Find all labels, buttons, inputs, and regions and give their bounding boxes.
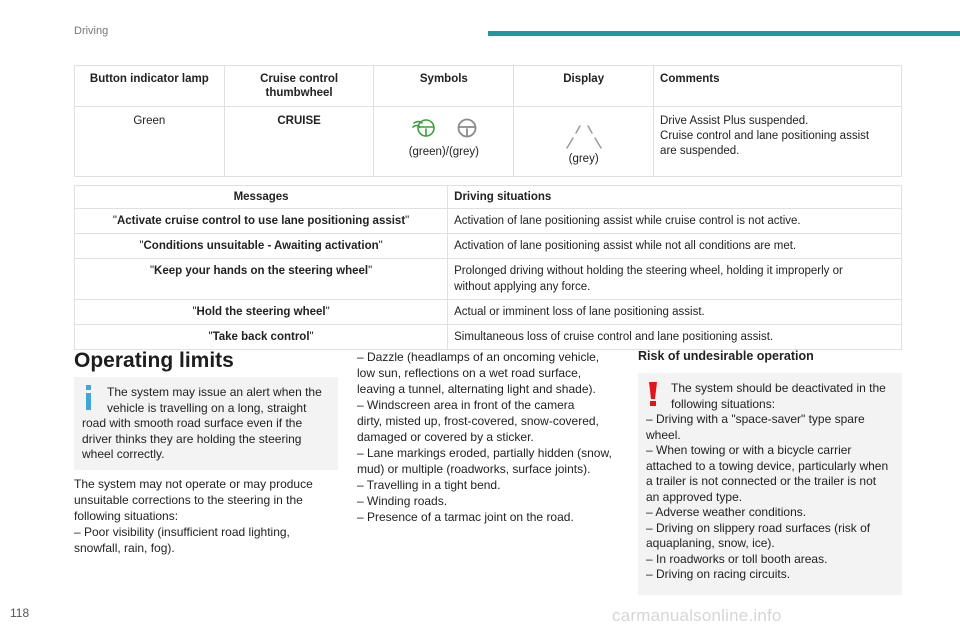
situation-cell — [448, 325, 902, 350]
comment-line: are suspended. — [660, 145, 740, 157]
header-messages: Messages — [75, 186, 448, 209]
operating-intro-paragraph — [74, 476, 344, 556]
message-text: Activate cruise control to use lane positioning assist — [116, 215, 406, 227]
paragraph-line: – Lane markings eroded, partially hidden (snow, — [357, 446, 612, 460]
situation-cell — [448, 209, 902, 234]
message-cell: "Keep your hands on the steering wheel" — [75, 259, 448, 300]
header-driving-situations: Driving situations — [448, 186, 902, 209]
situation-line: Actual or imminent loss of lane positioning assist. — [454, 306, 705, 318]
warning-text-line: following situations: — [671, 396, 776, 411]
operating-limits-heading: Operating limits — [74, 349, 234, 372]
warning-text-line: – Driving with a "space-saver" type spare — [646, 412, 865, 426]
warning-text-line: attached to a towing device, particularly when — [646, 458, 889, 473]
table-row — [75, 325, 902, 350]
steering-hands-icon — [410, 117, 438, 139]
info-note-box — [74, 377, 338, 470]
situation-cell — [448, 259, 902, 300]
situation-cell — [448, 234, 902, 259]
message-text: Take back control — [212, 331, 310, 343]
warning-text-line: – Driving on racing circuits. — [646, 567, 791, 581]
info-text-line: road with smooth road surface even if the — [82, 416, 303, 430]
warning-note-box — [638, 373, 902, 595]
warning-text-line: an approved type. — [646, 489, 743, 504]
operating-conditions-paragraph — [357, 349, 627, 525]
paragraph-line: – Presence of a tarmac joint on the road. — [357, 510, 574, 524]
message-cell: "Take back control" — [75, 325, 448, 350]
paragraph-line: – Travelling in a tight bend. — [357, 478, 501, 492]
warning-text-line: – In roadworks or toll booth areas. — [646, 551, 828, 566]
risk-heading: Risk of undesirable operation — [638, 349, 814, 363]
table-header-row — [75, 186, 902, 209]
header-cruise-thumbwheel-label: Cruise control thumbwheel — [260, 73, 339, 99]
warning-text-line: aquaplaning, snow, ice). — [646, 536, 775, 550]
watermark[interactable]: carmanualsonline.info — [612, 606, 782, 625]
paragraph-line: unsuitable corrections to the steering in the — [74, 493, 303, 507]
display-caption: (grey) — [568, 153, 599, 165]
page-number: 118 — [10, 606, 30, 620]
paragraph-line: following situations: — [74, 509, 179, 523]
message-cell: "Activate cruise control to use lane positioning assist" — [75, 209, 448, 234]
info-text-line: The system may issue an alert when the — [107, 385, 322, 399]
comment-line: Drive Assist Plus suspended. — [660, 115, 809, 127]
warning-exclamation-icon — [646, 381, 660, 407]
paragraph-line: – Windscreen area in front of the camera — [357, 398, 575, 412]
display-cell — [514, 107, 654, 177]
warning-text-line: wheel. — [646, 427, 681, 442]
table-header-row — [75, 66, 902, 107]
table-row — [75, 300, 902, 325]
header-comments: Comments — [654, 66, 902, 107]
header-accent-bar — [488, 31, 960, 36]
message-cell: "Hold the steering wheel" — [75, 300, 448, 325]
message-cell: "Conditions unsuitable - Awaiting activation" — [75, 234, 448, 259]
message-text: Conditions unsuitable - Awaiting activation — [143, 240, 379, 252]
comments-cell — [654, 107, 902, 177]
table-row — [75, 209, 902, 234]
situation-line: without applying any force. — [454, 281, 591, 293]
paragraph-line: mud) or multiple (roadworks, surface joints). — [357, 462, 591, 476]
warning-text-line: a trailer is not connected or the trailer is not — [646, 474, 877, 488]
info-text-line: wheel correctly. — [82, 447, 165, 461]
paragraph-line: – Poor visibility (insufficient road lighting, — [74, 525, 290, 539]
steering-wheel-icon — [456, 117, 478, 139]
info-text-line: vehicle is travelling on a long, straight — [107, 400, 307, 415]
paragraph-line: – Dazzle (headlamps of an oncoming vehicle, — [357, 350, 600, 364]
info-icon — [82, 385, 96, 411]
warning-text-line: – When towing or with a bicycle carrier — [646, 443, 852, 457]
table-row — [75, 259, 902, 300]
lamp-cell: Green — [75, 107, 225, 177]
section-label: Driving — [74, 25, 109, 37]
paragraph-line: – Winding roads. — [357, 494, 448, 508]
message-text: Hold the steering wheel — [196, 306, 326, 318]
header-cruise-thumbwheel — [224, 66, 374, 107]
header-display: Display — [514, 66, 654, 107]
paragraph-line: dirty, misted up, frost-covered, snow-covered, — [357, 414, 599, 428]
cruise-control-table — [74, 65, 902, 177]
symbols-cell — [374, 107, 514, 177]
situation-cell — [448, 300, 902, 325]
header-button-indicator: Button indicator lamp — [75, 66, 225, 107]
situation-line: Activation of lane positioning assist while cruise control is not active. — [454, 215, 801, 227]
symbols-caption: (green)/(grey) — [408, 146, 479, 158]
paragraph-line: damaged or covered by a sticker. — [357, 430, 534, 444]
header-symbols: Symbols — [374, 66, 514, 107]
table-row — [75, 234, 902, 259]
situation-line: Activation of lane positioning assist while not all conditions are met. — [454, 240, 797, 252]
situation-line: Prolonged driving without holding the steering wheel, holding it improperly or — [454, 265, 843, 277]
warning-text-line: – Adverse weather conditions. — [646, 505, 807, 519]
paragraph-line: snowfall, rain, fog). — [74, 541, 175, 555]
info-text-line: driver thinks they are holding the steering — [82, 431, 302, 446]
message-text: Keep your hands on the steering wheel — [154, 265, 369, 277]
situation-line: Simultaneous loss of cruise control and lane positioning assist. — [454, 331, 774, 343]
table-row — [75, 107, 902, 177]
messages-table — [74, 185, 902, 350]
thumbwheel-cell: CRUISE — [224, 107, 374, 177]
paragraph-line: leaving a tunnel, alternating light and shade). — [357, 382, 596, 396]
paragraph-line: The system may not operate or may produce — [74, 477, 313, 491]
paragraph-line: low sun, reflections on a wet road surface, — [357, 366, 582, 380]
comment-line: Cruise control and lane positioning assist — [660, 130, 870, 142]
warning-text-line: The system should be deactivated in the — [671, 381, 886, 395]
warning-text-line: – Driving on slippery road surfaces (risk of — [646, 520, 871, 535]
lane-lines-icon — [549, 120, 619, 150]
